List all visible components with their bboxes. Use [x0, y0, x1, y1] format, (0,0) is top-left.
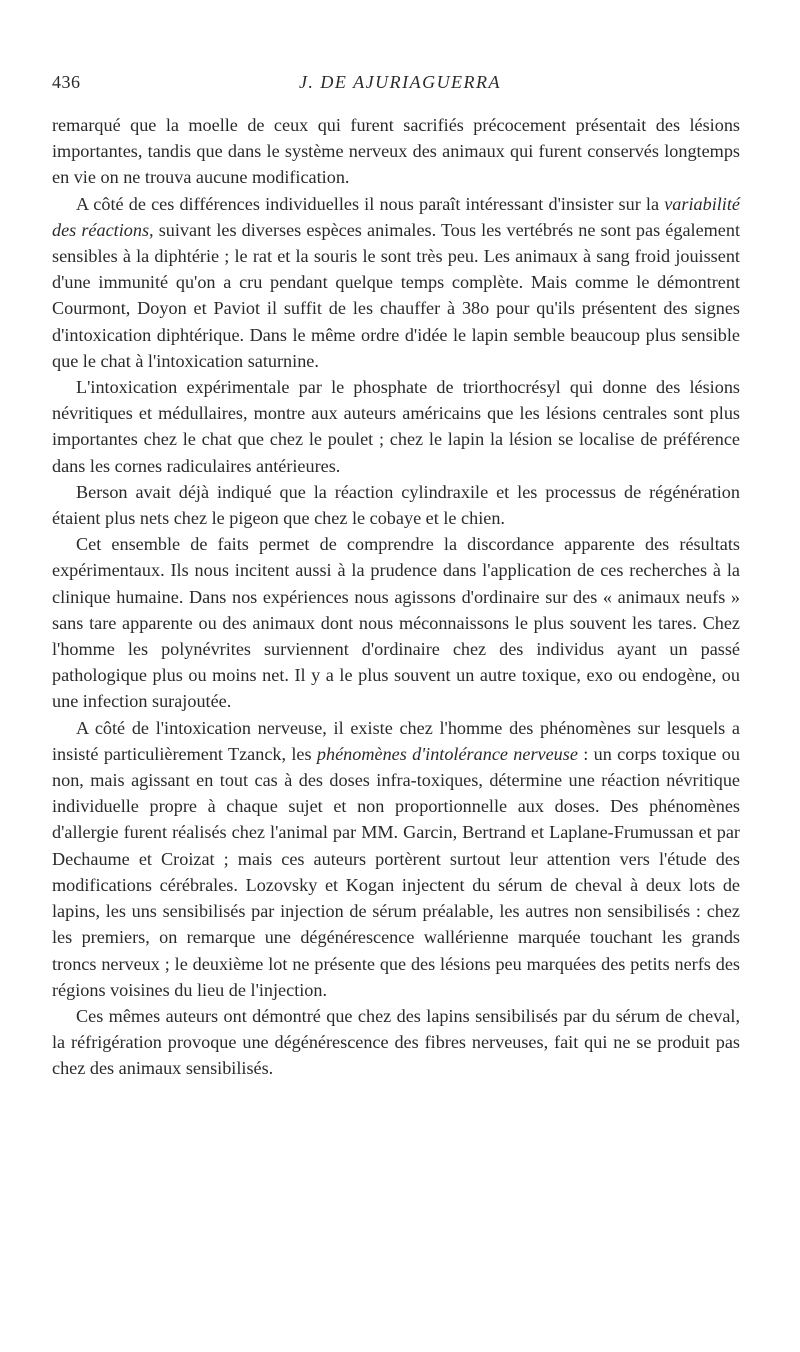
paragraph-3: L'intoxication expérimentale par le phosphate de triorthocrésyl qui donne des lésions névritiques et médullaires, montre aux auteurs américains que les lésions centrales sont plus importantes chez le chat que chez le poulet ; chez le lapin la lésion se localise de préférence dans les cornes radiculaires antérieures.: [52, 377, 740, 476]
paragraph-2-before: A côté de ces différences individuelles il nous paraît intéressant d'insister sur la: [76, 193, 665, 214]
page-header: [52, 72, 748, 96]
paragraph-7: Ces mêmes auteurs ont démontré que chez des lapins sensibilisés par du sérum de cheval, la réfrigération provoque une dégénérescence des fibres nerveuses, fait qui ne se produit pas chez des animaux sensibilisés.: [52, 1005, 740, 1079]
paragraph-2-after: suivant les diverses espèces animales. Tous les vertébrés ne sont pas également sensibles à la diphtérie ; le rat et la souris le sont très peu. Les animaux à sang froid jouissent d'une immunité qu'on a cru pendant quelque temps complète. Mais comme le démontrent Courmont, Doyon et Paviot il suffit de les chauffer à 38o pour qu'ils présentent des signes d'intoxication diphtérique. Dans le même ordre d'idée le lapin semble beaucoup plus sensible que le chat à l'intoxication saturnine.: [52, 219, 741, 371]
body-text: [52, 112, 740, 1082]
paragraph-6-after: : un corps toxique ou non, mais agissant en tout cas à des doses infra-toxiques, détermine une réaction névritique individuelle propre à chaque sujet et non proportionnelle aux doses. Des phénomènes d'allergie furent réalisés chez l'animal par MM. Garcin, Bertrand et Laplane-Frumussan et par Dechaume et Croizat ; mais ces auteurs portèrent surtout leur attention vers l'étude des modifications cérébrales. Lozovsky et Kogan injectent du sérum de cheval à deux lots de lapins, les uns sensibilisés par injection de sérum préalable, les autres non sensibilisés : chez les premiers, on remarque une dégénérescence wallérienne marquée touchant les grands troncs nerveux ; le deuxième lot ne présente que des lésions peu marquées des petits nerfs des régions voisines du lieu de l'injection.: [52, 743, 740, 1000]
paragraph-2-emphasis: variabilité des réactions,: [52, 193, 740, 240]
paragraph-6-before: A côté de l'intoxication nerveuse, il existe chez l'homme des phénomènes sur lesquels a insisté particulièrement Tzanck, les: [52, 717, 740, 764]
paragraph-1: remarqué que la moelle de ceux qui furent sacrifiés précocement présentait des lésions importantes, tandis que dans le système nerveux des animaux qui furent conservés longtemps en vie on ne trouva aucune modification.: [52, 115, 740, 188]
paragraph-2: [52, 191, 740, 374]
paragraph-6-emphasis: phénomènes d'intolérance nerveuse: [316, 743, 578, 764]
paragraph-5: Cet ensemble de faits permet de comprendre la discordance apparente des résultats expérimentaux. Ils nous incitent aussi à la prudence dans l'application de ces recherches à la clinique humaine. Dans nos expériences nous agissons d'ordinaire sur des « animaux neufs » sans tare apparente ou des animaux dont nous méconnaissons le plus souvent les tares. Chez l'homme les polynévrites surviennent d'ordinaire chez des individus ayant un passé pathologique plus ou moins net. Il y a le plus souvent un autre toxique, exo ou endogène, ou une infection surajoutée.: [52, 534, 740, 712]
paragraph-4: Berson avait déjà indiqué que la réaction cylindraxile et les processus de régénération étaient plus nets chez le pigeon que chez le cobaye et le chien.: [52, 481, 740, 529]
running-title: J. DE AJURIAGUERRA: [298, 72, 502, 92]
page-number: 436: [52, 72, 81, 92]
paragraph-6: [52, 715, 740, 1003]
